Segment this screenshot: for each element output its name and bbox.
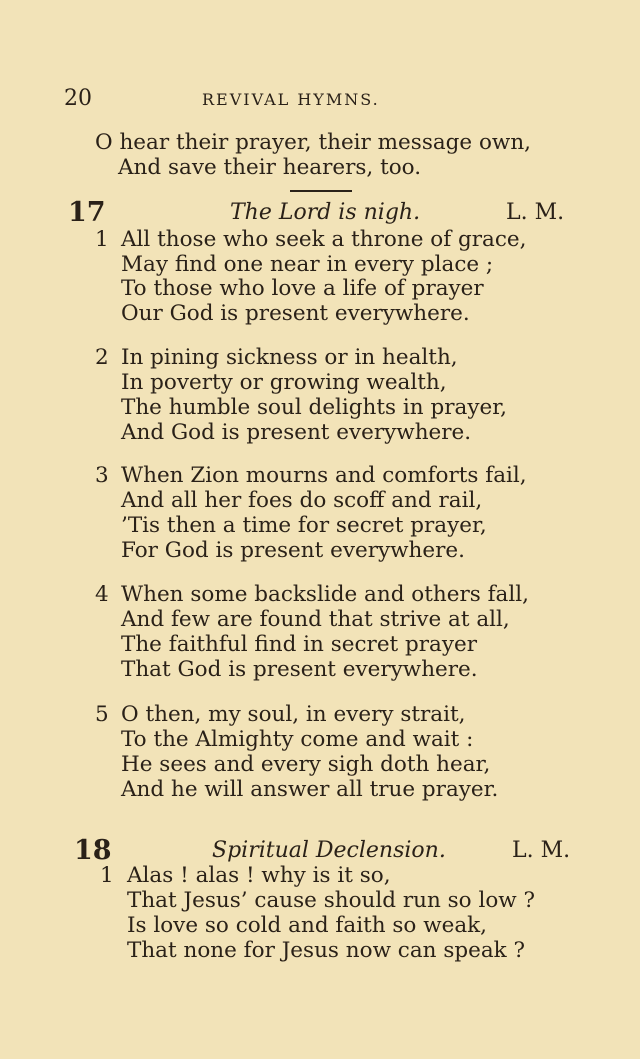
verse-line: And he will answer all true prayer. [121,777,499,802]
page-number: 20 [64,86,92,111]
verse-line: The faithful find in secret prayer [121,632,478,657]
verse-line: And God is present everywhere. [121,420,472,445]
verse-line: O then, my soul, in every strait, [121,702,466,727]
verse-number: 4 [95,582,109,607]
verse-line: And all her foes do scoff and rail, [121,488,483,513]
verse-line: O hear their prayer, their message own, [95,130,532,155]
verse-line: The humble soul delights in prayer, [121,395,507,420]
verse-line: For God is present everywhere. [121,538,465,563]
page-header [64,86,544,116]
verse-line: When some backslide and others fall, [121,582,529,607]
hymn-title: Spiritual Declension. [212,838,446,863]
hymn-meter: L. M. [506,200,565,225]
hymn-number: 18 [74,835,112,866]
verse-number: 1 [100,863,114,888]
hymn-meter: L. M. [512,838,571,863]
verse-line: When Zion mourns and comforts fail, [121,463,527,488]
verse-line: Alas ! alas ! why is it so, [127,863,391,888]
hymn-number: 17 [68,197,106,228]
verse-line: In poverty or growing wealth, [121,370,447,395]
verse-line: Is love so cold and faith so weak, [127,913,488,938]
running-title: REVIVAL HYMNS. [202,90,380,109]
verse-line: Our God is present everywhere. [121,301,470,326]
verse-line: All those who seek a throne of grace, [121,227,527,252]
verse-line: That God is present everywhere. [121,657,478,682]
verse-number: 2 [95,345,109,370]
verse-line: May find one near in every place ; [121,252,494,277]
verse-number: 1 [95,227,109,252]
hymn-title: The Lord is nigh. [230,200,421,225]
verse-line: That none for Jesus now can speak ? [127,938,526,963]
verse-line: And few are found that strive at all, [121,607,510,632]
verse-line: To those who love a life of prayer [121,276,484,301]
verse-line: In pining sickness or in health, [121,345,458,370]
verse-number: 5 [95,702,109,727]
verse-line: He sees and every sigh doth hear, [121,752,491,777]
section-divider [290,190,352,192]
verse-number: 3 [95,463,109,488]
verse-line: That Jesus’ cause should run so low ? [127,888,536,913]
verse-line: ’Tis then a time for secret prayer, [121,513,487,538]
verse-line: To the Almighty come and wait : [121,727,474,752]
verse-line: And save their hearers, too. [118,155,422,180]
